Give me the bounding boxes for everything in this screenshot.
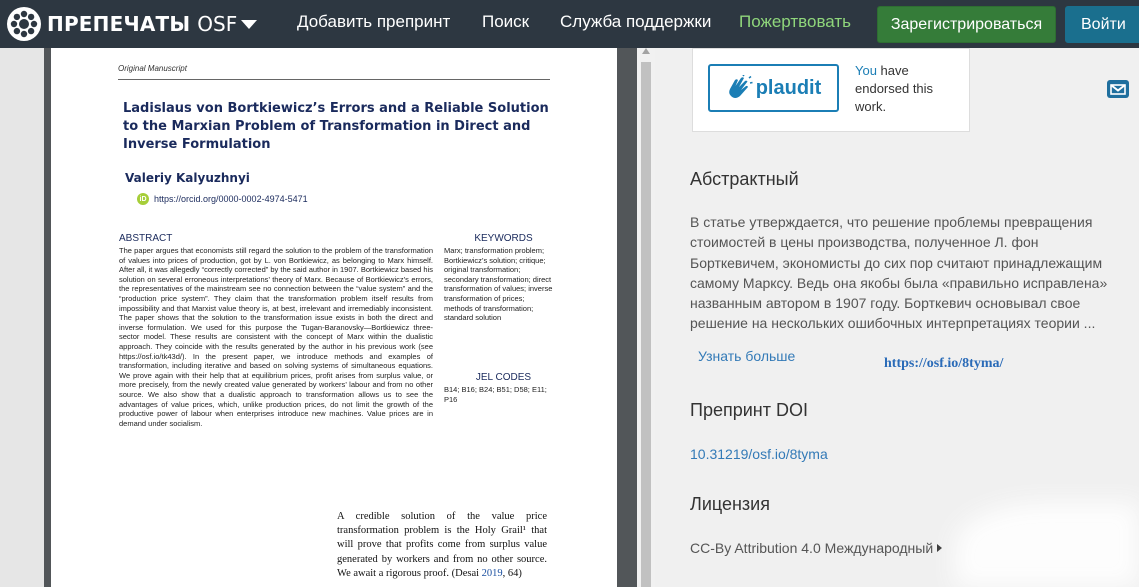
overlay-blur xyxy=(955,503,1139,587)
keywords-body: Marx; transformation problem; Bortkiewicz’s solution; critique; original transformation; secondary transformation; direct transformation of values; inverse transformation of prices; methods of transformation; standard solution xyxy=(444,246,553,323)
caret-down-icon xyxy=(241,20,257,29)
endorse-rest: have endorsed this work. xyxy=(855,63,934,114)
manuscript-label: Original Manuscript xyxy=(118,64,187,73)
jel-body: B14; B16; B24; B51; D58; E11; P16 xyxy=(444,385,547,404)
orcid-icon: iD xyxy=(137,193,149,205)
login-button[interactable]: Войти xyxy=(1065,6,1139,43)
quote-text: A credible solution of the value price transformation problem is the Holy Grail¹ that will prove that profits come from surplus value generated by workers and from no other source. We await a rigorous proof. (Desai xyxy=(337,511,547,579)
nav-add-preprint[interactable]: Добавить препринт xyxy=(297,12,451,31)
paper-author: Valeriy Kalyuzhnyi xyxy=(125,171,250,185)
register-button[interactable]: Зарегистрироваться xyxy=(877,6,1056,43)
abstract-body: The paper argues that economists still regard the solution to the problem of the transformation of values into prices of production, got by L. von Bortkiewicz, as belonging to Marx himself. After all, it was allegedly “correctly corrected” by the said author in 1907. Bortkiewicz based his solution on several erroneous interpretations’ theory of Marx. Because of Bortkiewicz’s errors, the representatives of the mainstream see no connection between the “value system” and the “production price system”. They claim that the transformation problem itself results from impossibility and that Marxist value theory is, at best, irrelevant and irremediably inconsistent. The paper shows that the solution to the transformation issue exists in both the direct and inverse formulation. We used for this purpose the Tugan-Baranovsky—Bortkiewicz three-sector model. These results are consistent with the concept of Marx within the dualistic approach. They coincide with the results generated by the author in his previous work (see https://osf.io/tk43d/). In the present paper, we introduce methods and examples of transformation, including iterative and based on solving systems of simultaneous equations. We prove again with their help that at equilibrium prices, profit arises from surplus value, or more precisely, from the newly created value generated by workers’ labour and from no other source. We also show that a dualistic approach to transformation allows us to see the advantages of value prices, which, unlike production prices, do not limit the growth of the productive power of labour when enterprises introduce new machines. Value prices are in demand under socialism. xyxy=(119,246,433,428)
pdf-page xyxy=(51,48,617,587)
plaudit-button[interactable] xyxy=(708,64,839,112)
nav-donate[interactable]: Пожертвовать xyxy=(739,12,852,31)
license-label: CC-By Attribution 4.0 Международный xyxy=(690,540,934,556)
doi-heading: Препринт DOI xyxy=(690,400,808,420)
viewer-margin-left xyxy=(0,48,44,587)
paper-title: Ladislaus von Bortkiewicz’s Errors and a Reliable Solution to the Marxian Problem of Transformation in Direct and Inverse Formulation xyxy=(123,101,549,152)
abstract-heading: ABSTRACT xyxy=(119,233,173,244)
epigraph-quote xyxy=(337,510,547,581)
license-heading: Лицензия xyxy=(690,494,770,514)
endorsement-text xyxy=(855,62,965,116)
plaudit-label: plaudit xyxy=(755,76,822,99)
jel-heading: JEL CODES xyxy=(475,372,532,383)
brand-menu[interactable] xyxy=(6,6,257,42)
endorse-you-link[interactable]: You xyxy=(855,63,877,78)
caret-right-icon xyxy=(937,544,942,552)
clapping-hands-icon xyxy=(726,75,754,101)
plaudit-widget xyxy=(692,48,970,132)
brand-sub: OSF xyxy=(197,12,238,36)
license-toggle[interactable] xyxy=(690,540,942,556)
doi-link[interactable]: 10.31219/osf.io/8tyma xyxy=(690,446,828,462)
top-navbar xyxy=(0,0,1139,48)
brand-name: ПРЕПЕЧАТЫ xyxy=(47,12,191,36)
header-rule xyxy=(118,79,550,80)
nav-support[interactable]: Служба поддержки xyxy=(560,12,712,31)
quote-year-link[interactable]: 2019 xyxy=(481,567,503,579)
abstract-heading-ru: Абстрактный xyxy=(690,169,799,189)
scroll-up-icon[interactable] xyxy=(642,48,650,54)
pdf-viewer[interactable] xyxy=(0,48,655,587)
osf-url-stamp: https://osf.io/8tyma/ xyxy=(884,356,1004,371)
nav-search[interactable]: Поиск xyxy=(482,12,530,31)
quote-end: , 64) xyxy=(502,567,522,579)
osf-logo-icon xyxy=(6,6,42,42)
orcid-link[interactable]: https://orcid.org/0000-0002-4974-5471 xyxy=(154,194,308,204)
keywords-heading: KEYWORDS xyxy=(474,233,533,244)
preprint-sidebar xyxy=(655,48,1139,587)
abstract-text-ru: В статье утверждается, что решение проблемы превращения стоимостей в цены производства, полученное Л. фон Борткевичем, экономисты до сих пор считают принадлежащим самому Марксу. Ведь она якобы была «правильно исправлена» названным автором в 1907 году. Борткевич основывал свое решение на нескольких ошибочных интерпретациях теории ... xyxy=(690,214,1108,332)
envelope-icon[interactable] xyxy=(1107,78,1129,100)
learn-more-link[interactable]: Узнать больше xyxy=(698,348,796,364)
viewer-scrollbar-thumb[interactable] xyxy=(641,62,651,587)
